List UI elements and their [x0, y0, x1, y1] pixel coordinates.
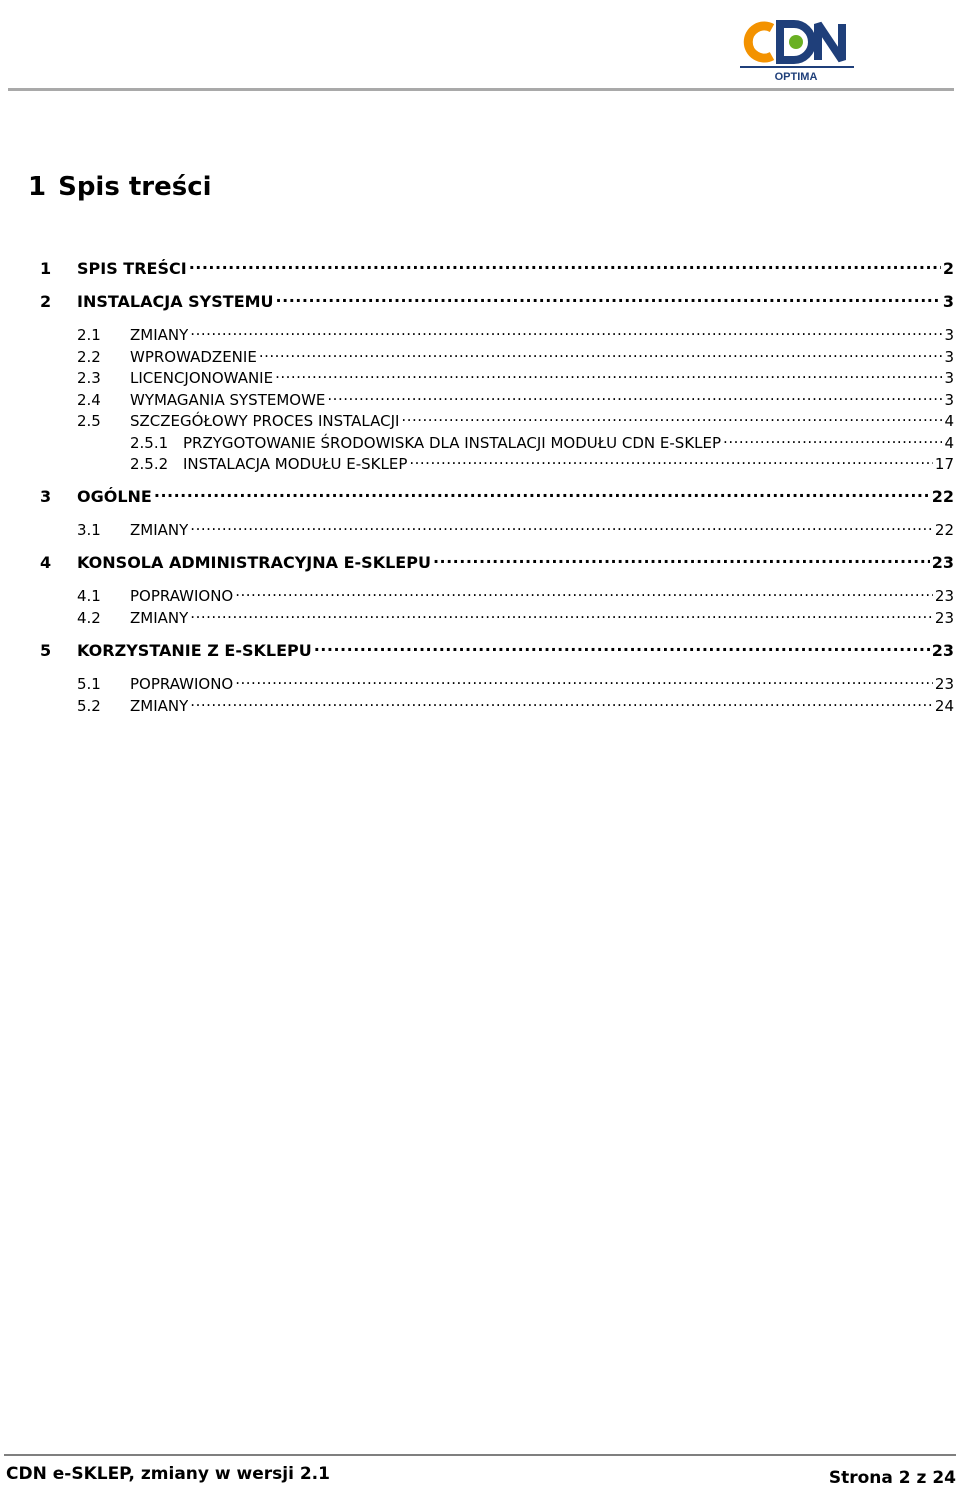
toc-entry[interactable]	[40, 636, 954, 660]
toc-entry[interactable]	[40, 548, 954, 572]
toc-entry-page: 23	[934, 675, 954, 693]
toc-entry-title: INSTALACJA SYSTEMU	[77, 292, 274, 311]
toc-entry[interactable]	[77, 515, 954, 539]
toc-entry-leader	[401, 406, 942, 426]
toc-entry[interactable]	[130, 428, 954, 452]
toc-entry-page: 3	[942, 292, 954, 311]
toc-entry-page: 23	[934, 587, 954, 605]
toc-entry-leader	[190, 603, 933, 623]
toc-entry-title: SPIS TREŚCI	[77, 259, 187, 278]
toc-entry-number: 2.4	[77, 391, 101, 409]
footer-page-number: Strona 2 z 24	[828, 1468, 956, 1488]
footer-document-title: CDN e-SKLEP, zmiany w wersji 2.1	[6, 1464, 330, 1484]
toc-entry-page: 3	[944, 391, 954, 409]
toc-entry-number: 2.2	[77, 348, 101, 366]
toc-entry-title: INSTALACJA MODUŁU E-SKLEP	[183, 455, 408, 473]
toc-entry-number: 4.1	[77, 587, 101, 605]
toc-entry-title: ZMIANY	[130, 521, 189, 539]
toc-entry-page: 2	[942, 259, 954, 278]
toc-entry-page: 23	[934, 609, 954, 627]
toc-entry-title: OGÓLNE	[77, 487, 152, 506]
toc-entry-page: 4	[944, 434, 954, 452]
toc-entry[interactable]	[77, 581, 954, 605]
page-title-text: Spis treści	[58, 172, 212, 202]
toc-entry-leader	[327, 385, 942, 405]
toc-entry-number: 2.5.2	[130, 455, 169, 473]
toc-entry-number: 2.3	[77, 369, 101, 387]
toc-entry-title: WYMAGANIA SYSTEMOWE	[130, 391, 326, 409]
toc-entry-leader	[314, 636, 930, 656]
toc-entry-number: 3.1	[77, 521, 101, 539]
toc-entry-title: SZCZEGÓŁOWY PROCES INSTALACJI	[130, 412, 400, 430]
toc-entry[interactable]	[77, 691, 954, 715]
toc-entry[interactable]	[40, 254, 954, 278]
logo-subtext: OPTIMA	[774, 71, 818, 83]
toc-entry-page: 17	[934, 455, 954, 473]
toc-entry-leader	[190, 691, 933, 711]
toc-entry[interactable]	[77, 342, 954, 366]
toc-entry-title: KORZYSTANIE Z E-SKLEPU	[77, 641, 312, 660]
toc-entry-number: 3	[40, 487, 52, 506]
toc-entry[interactable]	[77, 385, 954, 409]
toc-entry-page: 3	[944, 348, 954, 366]
toc-entry[interactable]	[77, 363, 954, 387]
toc-entry-page: 23	[931, 553, 954, 572]
toc-entry-leader	[154, 482, 930, 502]
toc-entry-leader	[259, 342, 943, 362]
toc-entry-page: 23	[931, 641, 954, 660]
toc-entry-leader	[409, 449, 933, 469]
toc-entry-title: POPRAWIONO	[130, 675, 234, 693]
toc-entry-title: ZMIANY	[130, 326, 189, 344]
toc-entry-page: 4	[944, 412, 954, 430]
toc-entry-title: PRZYGOTOWANIE ŚRODOWISKA DLA INSTALACJI MODUŁU CDN E-SKLEP	[183, 434, 722, 452]
toc-entry-number: 2	[40, 292, 52, 311]
toc-entry-page: 24	[934, 697, 954, 715]
toc-entry[interactable]	[40, 287, 954, 311]
toc-entry-leader	[275, 363, 942, 383]
toc-entry-title: ZMIANY	[130, 697, 189, 715]
toc-entry-number: 4.2	[77, 609, 101, 627]
toc-entry-number: 2.5.1	[130, 434, 169, 452]
toc-entry-leader	[190, 515, 933, 535]
toc-entry-leader	[189, 254, 941, 274]
toc-entry-leader	[235, 581, 933, 601]
toc-entry-number: 1	[40, 259, 52, 278]
toc-entry-page: 3	[944, 369, 954, 387]
toc-entry-number: 4	[40, 553, 52, 572]
toc-entry-page: 22	[934, 521, 954, 539]
toc-entry-page: 3	[944, 326, 954, 344]
toc-entry-number: 2.5	[77, 412, 101, 430]
toc-entry-leader	[723, 428, 942, 448]
toc-entry-number: 5	[40, 641, 52, 660]
toc-entry-title: POPRAWIONO	[130, 587, 234, 605]
toc-entry[interactable]	[77, 320, 954, 344]
toc-entry-number: 5.1	[77, 675, 101, 693]
toc-entry[interactable]	[40, 482, 954, 506]
toc-entry-leader	[276, 287, 941, 307]
toc-entry-leader	[235, 669, 933, 689]
toc-entry[interactable]	[130, 449, 954, 473]
page-title-number: 1	[28, 172, 47, 202]
toc-entry[interactable]	[77, 603, 954, 627]
toc-entry-title: ZMIANY	[130, 609, 189, 627]
toc-entry-number: 5.2	[77, 697, 101, 715]
toc-entry-leader	[190, 320, 942, 340]
toc-entry[interactable]	[77, 406, 954, 430]
toc-entry-title: KONSOLA ADMINISTRACYJNA E-SKLEPU	[77, 553, 431, 572]
toc-entry-title: WPROWADZENIE	[130, 348, 257, 366]
toc-entry-number: 2.1	[77, 326, 101, 344]
toc-entry-leader	[433, 548, 930, 568]
toc-entry[interactable]	[77, 669, 954, 693]
toc-entry-title: LICENCJONOWANIE	[130, 369, 274, 387]
footer-divider	[4, 1454, 956, 1456]
toc-entry-page: 22	[931, 487, 954, 506]
